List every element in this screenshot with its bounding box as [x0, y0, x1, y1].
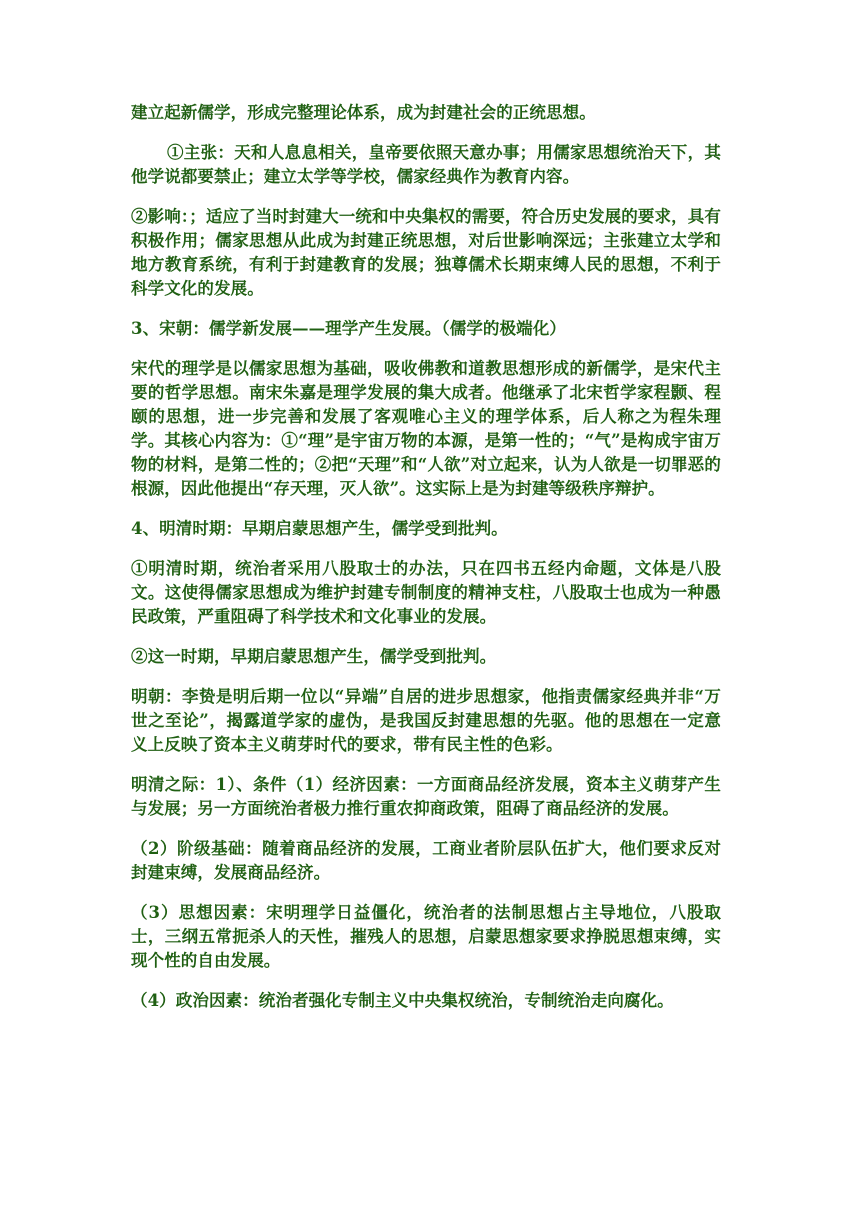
paragraph-conditions-class: （2）阶级基础：随着商品经济的发展，工商业者阶层队伍扩大，他们要求反对封建束缚，发展商品经济。	[131, 839, 721, 882]
heading-ming-qing: 4、明清时期：早期启蒙思想产生，儒学受到批判。	[131, 519, 508, 538]
heading-song-dynasty: 3、宋朝：儒学新发展——理学产生发展。（儒学的极端化）	[131, 319, 566, 338]
paragraph-ming-qing-eight-legged: ①明清时期，统治者采用八股取士的办法，只在四书五经内命题，文体是八股文。这使得儒家思想成为维护封建专制制度的精神支柱，八股取士也成为一种愚民政策，严重阻碍了科学技术和文化事业的发展。	[131, 559, 721, 626]
paragraph-early-enlightenment: ②这一时期，早期启蒙思想产生，儒学受到批判。	[131, 647, 497, 666]
paragraph-intro: 建立起新儒学，形成完整理论体系，成为封建社会的正统思想。	[131, 103, 596, 122]
paragraph-ming-li-zhi: 明朝：李贽是明后期一位以“异端”自居的进步思想家，他指责儒家经典并非“万世之至论”，揭露道学家的虚伪，是我国反封建思想的先驱。他的思想在一定意义上反映了资本主义萌芽时代的要求，带有民主性的色彩。	[131, 687, 721, 754]
paragraph-song-neo-confucianism: 宋代的理学是以儒家思想为基础，吸收佛教和道教思想形成的新儒学，是宋代主要的哲学思想。南宋朱嘉是理学发展的集大成者。他继承了北宋哲学家程颢、程颐的思想，进一步完善和发展了客观唯心主义的理学体系，后人称之为程朱理学。其核心内容为：①“理”是宇宙万物的本源，是第一性的；“气”是构成宇宙万物的材料，是第二性的；②把“天理”和“人欲”对立起来，认为人欲是一切罪恶的根源，因此他提出“存天理，灭人欲”。这实际上是为封建等级秩序辩护。	[131, 359, 721, 498]
paragraph-conditions-economic: 明清之际：1）、条件（1）经济因素：一方面商品经济发展，资本主义萌芽产生与发展；另一方面统治者极力推行重农抑商政策，阻碍了商品经济的发展。	[131, 775, 721, 818]
paragraph-conditions-ideology: （3）思想因素：宋明理学日益僵化，统治者的法制思想占主导地位，八股取士，三纲五常扼杀人的天性，摧残人的思想，启蒙思想家要求挣脱思想束缚，实现个性的自由发展。	[131, 903, 721, 970]
document-page	[131, 101, 721, 1029]
paragraph-han-propositions: ①主张：天和人息息相关，皇帝要依照天意办事；用儒家思想统治天下，其他学说都要禁止；建立太学等学校，儒家经典作为教育内容。	[131, 143, 721, 186]
paragraph-han-influence: ②影响：；适应了当时封建大一统和中央集权的需要，符合历史发展的要求，具有积极作用；儒家思想从此成为封建正统思想，对后世影响深远；主张建立太学和地方教育系统，有利于封建教育的发展；独尊儒术长期束缚人民的思想，不利于科学文化的发展。	[131, 207, 721, 298]
paragraph-conditions-political: （4）政治因素：统治者强化专制主义中央集权统治，专制统治走向腐化。	[131, 991, 674, 1010]
